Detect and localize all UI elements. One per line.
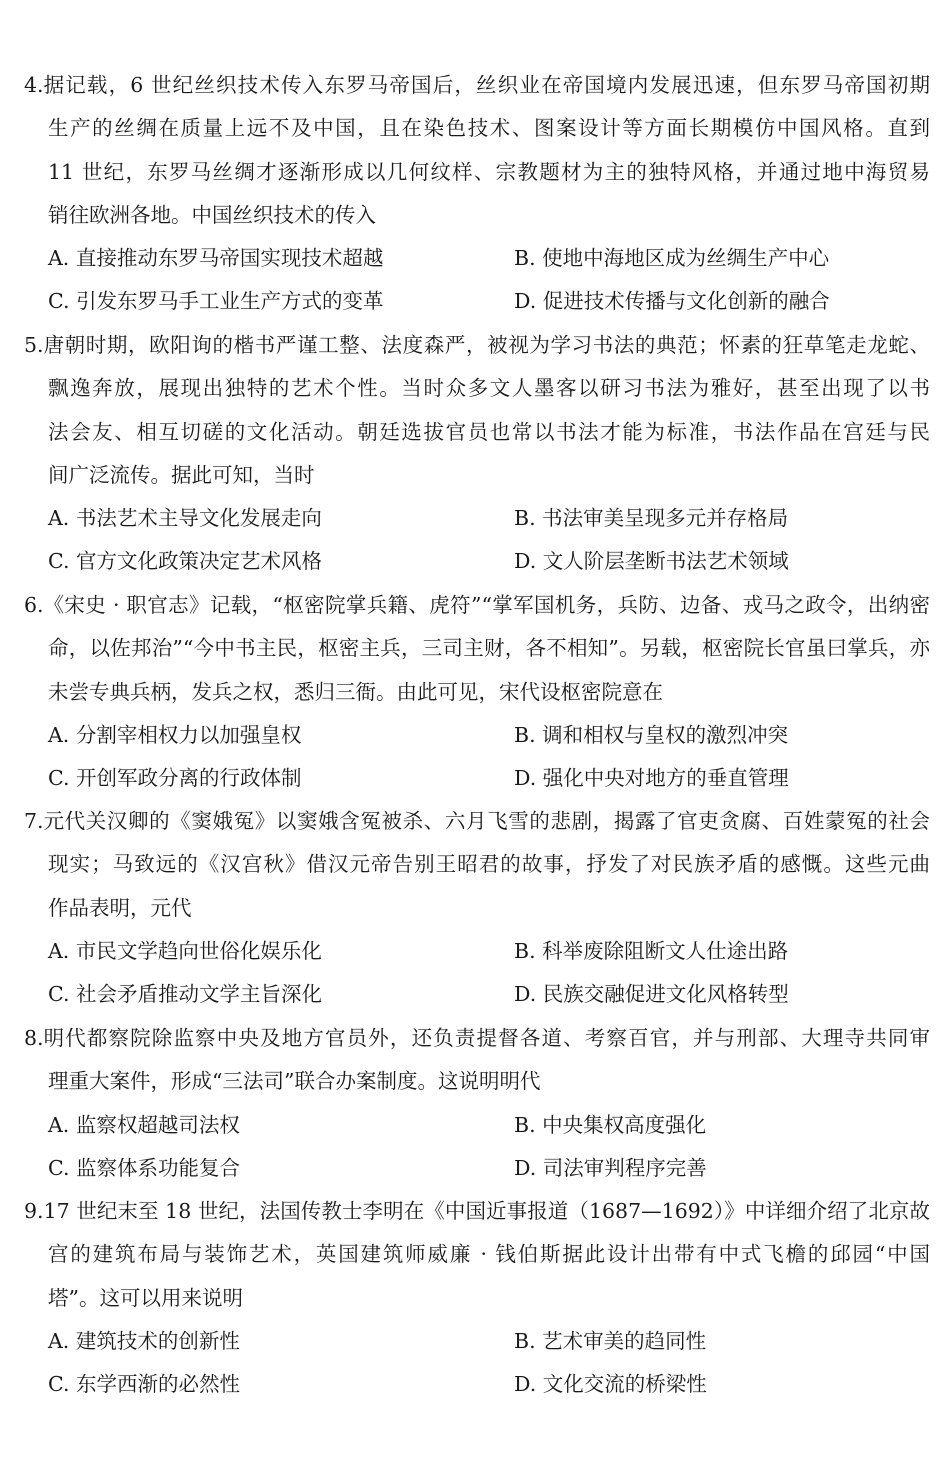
stem-line: 飘逸奔放，展现出独特的艺术个性。当时众多文人墨客以研习书法为雅好，甚至出现了以书 — [48, 376, 930, 401]
option-a[interactable]: A. 直接推动东罗马帝国实现技术超越 — [48, 246, 384, 271]
stem-line: 命，以佐邦治”“今中书主民，枢密主兵，三司主财，各不相知”。另载，枢密院长官虽曰掌兵，亦 — [48, 636, 930, 661]
option-a[interactable]: A. 监察权超越司法权 — [48, 1112, 240, 1137]
question-7 — [0, 800, 950, 1016]
stem-line: 法会友、相互切磋的文化活动。朝廷选拔官员也常以书法才能为标准，书法作品在宫廷与民 — [48, 419, 930, 444]
answer-options — [48, 237, 926, 324]
option-a[interactable]: A. 分割宰相权力以加强皇权 — [48, 722, 302, 747]
question-5 — [0, 324, 950, 584]
option-d[interactable]: D. 文化交流的桥梁性 — [514, 1372, 707, 1397]
option-b[interactable]: B. 科举废除阻断文人仕途出路 — [514, 938, 789, 963]
option-c[interactable]: C. 开创军政分离的行政体制 — [48, 766, 302, 791]
question-number: 8. — [24, 1026, 44, 1050]
question-stem — [24, 584, 930, 714]
option-d[interactable]: D. 强化中央对地方的垂直管理 — [514, 766, 789, 791]
option-c[interactable]: C. 社会矛盾推动文学主旨深化 — [48, 982, 322, 1007]
question-stem — [24, 800, 930, 930]
question-stem — [24, 1017, 930, 1104]
question-number: 5. — [24, 333, 44, 357]
question-6 — [0, 584, 950, 800]
stem-line: 元代关汉卿的《窦娥冤》以窦娥含冤被杀、六月飞雪的悲剧，揭露了官吏贪腐、百姓蒙冤的社会 — [43, 809, 930, 833]
answer-options — [48, 714, 926, 801]
answer-options — [48, 497, 926, 584]
answer-options — [48, 1320, 926, 1407]
option-a[interactable]: A. 书法艺术主导文化发展走向 — [48, 506, 322, 531]
option-d[interactable]: D. 促进技术传播与文化创新的融合 — [514, 289, 830, 314]
stem-line: 间广泛流传。据此可知，当时 — [48, 462, 315, 487]
stem-line: 据记载，6 世纪丝织技术传入东罗马帝国后，丝织业在帝国境内发展迅速，但东罗马帝国初期 — [43, 73, 930, 97]
stem-line: 塔”。这可以用来说明 — [48, 1285, 243, 1310]
question-stem — [24, 64, 930, 237]
stem-line: 明代都察院除监察中央及地方官员外，还负责提督各道、考察百官，并与刑部、大理寺共同审 — [43, 1026, 930, 1050]
question-number: 9. — [24, 1199, 44, 1223]
question-9 — [0, 1190, 950, 1406]
stem-line: 生产的丝绸在质量上远不及中国，且在染色技术、图案设计等方面长期模仿中国风格。直到 — [48, 116, 930, 141]
stem-line: 17 世纪末至 18 世纪，法国传教士李明在《中国近事报道（1687—1692）》中详细介绍了北京故 — [43, 1199, 930, 1223]
stem-line: 《宋史 · 职官志》记载，“枢密院掌兵籍、虎符”“掌军国机务，兵防、边备、戎马之政令，出纳密 — [43, 593, 930, 617]
stem-line: 宫的建筑布局与装饰艺术，英国建筑师威廉 · 钱伯斯据此设计出带有中式飞檐的邱园“中国 — [48, 1242, 930, 1267]
option-d[interactable]: D. 文人阶层垄断书法艺术领域 — [514, 549, 789, 574]
option-a[interactable]: A. 建筑技术的创新性 — [48, 1328, 240, 1353]
answer-options — [48, 1104, 926, 1191]
question-stem — [24, 324, 930, 497]
stem-line: 唐朝时期，欧阳询的楷书严谨工整、法度森严，被视为学习书法的典范；怀素的狂草笔走龙蛇、 — [43, 333, 930, 357]
stem-line: 11 世纪，东罗马丝绸才逐渐形成以几何纹样、宗教题材为主的独特风格，并通过地中海贸易 — [48, 159, 930, 184]
stem-line: 理重大案件，形成“三法司”联合办案制度。这说明明代 — [48, 1069, 541, 1094]
option-c[interactable]: C. 监察体系功能复合 — [48, 1155, 240, 1180]
option-b[interactable]: B. 艺术审美的趋同性 — [514, 1328, 707, 1353]
stem-line: 销往欧洲各地。中国丝织技术的传入 — [48, 202, 376, 227]
option-b[interactable]: B. 调和相权与皇权的激烈冲突 — [514, 722, 789, 747]
question-number: 4. — [24, 73, 44, 97]
option-a[interactable]: A. 市民文学趋向世俗化娱乐化 — [48, 938, 322, 963]
option-b[interactable]: B. 书法审美呈现多元并存格局 — [514, 506, 789, 531]
answer-options — [48, 930, 926, 1017]
option-d[interactable]: D. 民族交融促进文化风格转型 — [514, 982, 789, 1007]
question-8 — [0, 1017, 950, 1190]
option-b[interactable]: B. 中央集权高度强化 — [514, 1112, 707, 1137]
option-d[interactable]: D. 司法审判程序完善 — [514, 1155, 707, 1180]
option-b[interactable]: B. 使地中海地区成为丝绸生产中心 — [514, 246, 830, 271]
option-c[interactable]: C. 引发东罗马手工业生产方式的变革 — [48, 289, 384, 314]
stem-line: 现实；马致远的《汉宫秋》借汉元帝告别王昭君的故事，抒发了对民族矛盾的感慨。这些元曲 — [48, 852, 930, 877]
question-number: 6. — [24, 593, 44, 617]
option-c[interactable]: C. 东学西渐的必然性 — [48, 1372, 240, 1397]
option-c[interactable]: C. 官方文化政策决定艺术风格 — [48, 549, 322, 574]
question-stem — [24, 1190, 930, 1320]
question-4 — [0, 64, 950, 324]
question-number: 7. — [24, 809, 44, 833]
stem-line: 作品表明，元代 — [48, 895, 192, 920]
stem-line: 未尝专典兵柄，发兵之权，悉归三衙。由此可见，宋代设枢密院意在 — [48, 679, 663, 704]
